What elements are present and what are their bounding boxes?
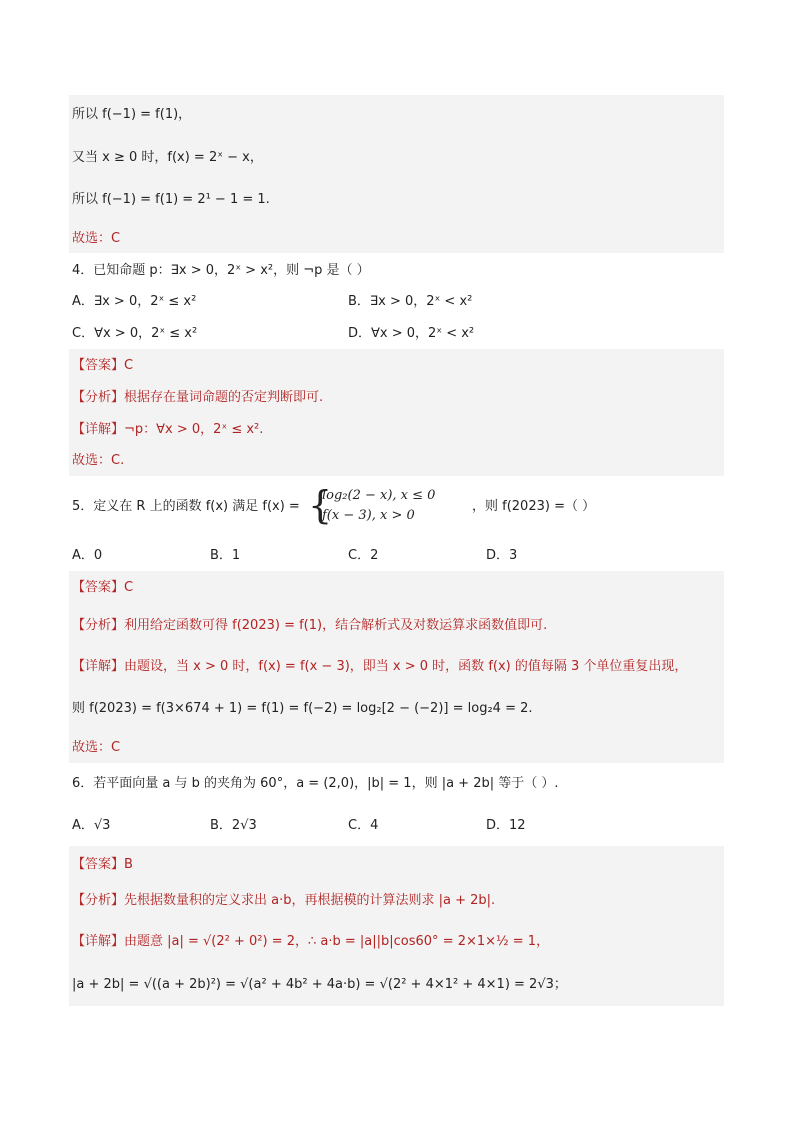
q4-detail: 【详解】¬p：∀x > 0，2ˣ ≤ x². bbox=[72, 422, 264, 437]
piecewise-brace: { bbox=[308, 483, 333, 527]
q6-option-d: D．12 bbox=[486, 818, 526, 833]
piecewise-case-2: f(x − 3), x > 0 bbox=[322, 508, 415, 523]
q5-option-c: C．2 bbox=[348, 548, 379, 563]
q6-detail: 【详解】由题意 |a| = √(2² + 0²) = 2，∴ a·b = |a||b|cos60° = 2×1×½ = 1， bbox=[72, 934, 550, 949]
q4-selection: 故选：C. bbox=[72, 453, 125, 468]
q4-option-d: D．∀x > 0，2ˣ < x² bbox=[348, 326, 475, 341]
q6-detail-2: |a + 2b| = √((a + 2b)²) = √(a² + 4b² + 4a·b) = √(2² + 4×1² + 4×1) = 2√3； bbox=[72, 977, 567, 992]
q5-option-a: A．0 bbox=[72, 548, 103, 563]
q5-answer: 【答案】C bbox=[72, 580, 134, 595]
q6-option-a: A．√3 bbox=[72, 818, 111, 833]
q5-analysis: 【分析】利用给定函数可得 f(2023) = f(1)，结合解析式及对数运算求函数值即可. bbox=[72, 618, 548, 633]
q6-analysis: 【分析】先根据数量积的定义求出 a·b，再根据模的计算法则求 |a + 2b|. bbox=[72, 893, 496, 908]
solution-line-2: 又当 x ≥ 0 时，f(x) = 2ˣ − x， bbox=[72, 150, 263, 165]
q5-detail: 【详解】由题设，当 x > 0 时，f(x) = f(x − 3)，即当 x > 0 时，函数 f(x) 的值每隔 3 个单位重复出现， bbox=[72, 659, 688, 674]
q4-option-c: C．∀x > 0，2ˣ ≤ x² bbox=[72, 326, 198, 341]
solution-line-1: 所以 f(−1) = f(1)， bbox=[72, 107, 192, 122]
q5-detail-2: 则 f(2023) = f(3×674 + 1) = f(1) = f(−2) = log₂[2 − (−2)] = log₂4 = 2. bbox=[72, 701, 533, 716]
q5-option-d: D．3 bbox=[486, 548, 518, 563]
q4-option-a: A．∃x > 0，2ˣ ≤ x² bbox=[72, 294, 197, 309]
answer-band-q4 bbox=[69, 349, 724, 476]
q4-analysis: 【分析】根据存在量词命题的否定判断即可. bbox=[72, 390, 324, 405]
q6-option-b: B．2√3 bbox=[210, 818, 257, 833]
q5-option-b: B．1 bbox=[210, 548, 241, 563]
q6-answer: 【答案】B bbox=[72, 857, 133, 872]
piecewise-case-1: log₂(2 − x), x ≤ 0 bbox=[322, 488, 436, 503]
q4-answer: 【答案】C bbox=[72, 358, 134, 373]
question-5-stem: 5．定义在 R 上的函数 f(x) 满足 f(x) = bbox=[72, 499, 300, 514]
answer-choice-line: 故选：C bbox=[72, 231, 121, 246]
solution-line-3: 所以 f(−1) = f(1) = 2¹ − 1 = 1. bbox=[72, 192, 270, 207]
q4-option-b: B．∃x > 0，2ˣ < x² bbox=[348, 294, 473, 309]
q6-option-c: C．4 bbox=[348, 818, 379, 833]
q5-selection: 故选：C bbox=[72, 740, 121, 755]
question-5-tail: ，则 f(2023) =（ ） bbox=[472, 499, 596, 514]
question-6: 6．若平面向量 a 与 b 的夹角为 60°，a = (2,0)，|b| = 1，则 |a + 2b| 等于（ ）. bbox=[72, 776, 559, 791]
question-4: 4．已知命题 p：∃x > 0，2ˣ > x²，则 ¬p 是（ ） bbox=[72, 263, 370, 278]
